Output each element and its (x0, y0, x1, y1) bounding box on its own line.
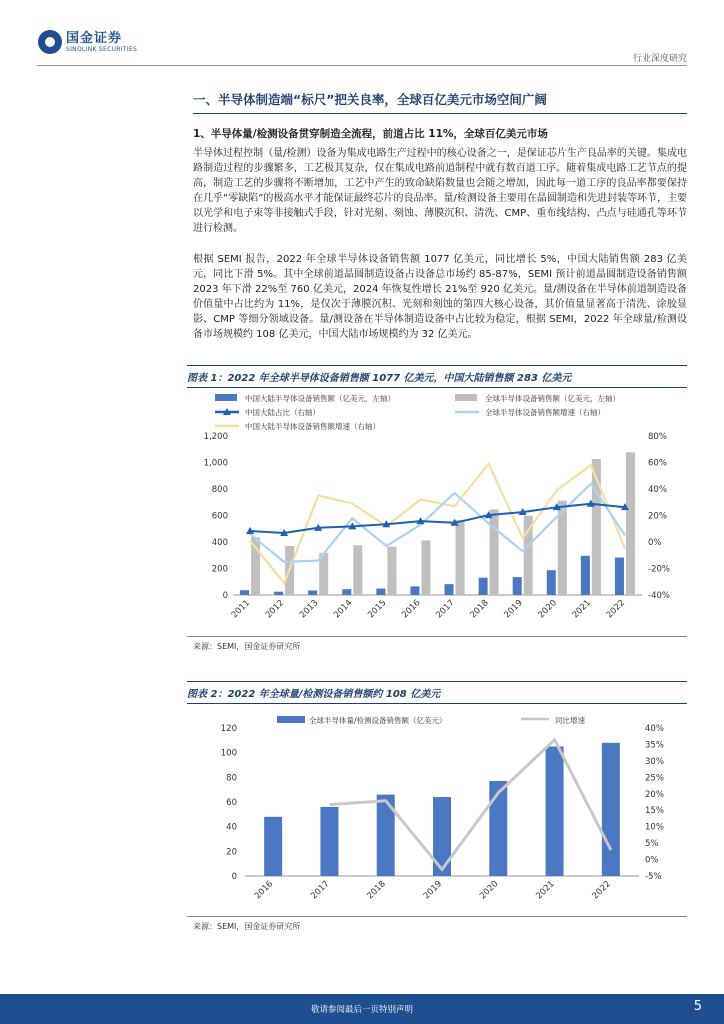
figure-1-chart (187, 388, 687, 633)
legend-label-3: 全球半导体设备销售额增速（右轴） (485, 408, 605, 417)
y-tick-label: 1,200 (203, 432, 228, 442)
x-tick-label: 2022 (590, 879, 613, 902)
paragraph-2: 根据 SEMI 报告，2022 年全球半导体设备销售额 1077 亿美元，同比增长 5%，中国大陆销售额 283 亿美元，同比下滑 5%。其中全球前道晶圆制造设备占设备总市场约 85-87%，SEMI 预计前道晶圆制造设备销售额 2023 年下滑 22%至 760 亿美元，2024 年恢复性增长 21%至 920 亿美元。量/测设备在半导体前道制造设备价值量中占比约为 11%，是仅次于薄膜沉积、光刻和刻蚀的第四大核心设备，其价值量显著高于清洗、涂胶显影、CMP 等细分领域设备。量/测设备在半导体制造设备中占比较为稳定，根据 SEMI，2022 年全球量/检测设备市场规模约 108 亿美元，中国大陆市场规模约为 32 亿美元。 (193, 254, 687, 341)
x-tick-label: 2022 (604, 598, 628, 621)
y-tick-label: 400 (211, 538, 228, 548)
figure-2-source: 来源：SEMI，国金证券研究所 (193, 922, 301, 931)
y-tick-label: 0 (222, 591, 228, 601)
legend-label-2: 中国大陆占比（右轴） (245, 408, 320, 417)
y-tick-label: 100 (220, 748, 237, 759)
x-tick-label: 2015 (366, 598, 389, 621)
figure-2-divider (187, 916, 687, 917)
legend-swatch-bar (277, 716, 305, 723)
y2-tick-label: -20% (648, 564, 670, 575)
bar-china (479, 578, 488, 595)
x-tick-label: 2017 (309, 879, 332, 902)
page-number: 5 (693, 999, 702, 1014)
legend-label-line: 同比增速 (555, 716, 585, 725)
bar-china (274, 592, 283, 595)
y-tick-label: 200 (211, 564, 228, 575)
legend-label-1: 全球半导体设备销售额（亿美元，左轴） (485, 394, 620, 403)
bar-china (410, 586, 419, 595)
y-tick-label: 800 (211, 485, 228, 495)
y2-tick-label: 80% (648, 432, 667, 442)
x-tick-label: 2018 (468, 598, 491, 621)
bar-china (513, 577, 522, 595)
legend-label-4: 中国大陆半导体设备销售额增速（右轴） (245, 422, 380, 431)
bar-china (581, 556, 590, 595)
x-tick-label: 2014 (332, 598, 355, 621)
y2-tick-label: 5% (645, 839, 659, 850)
bar-global (421, 540, 430, 595)
bar-china (308, 590, 317, 595)
y-tick-label: 600 (211, 511, 228, 522)
x-tick-label: 2017 (434, 598, 457, 621)
logo-name-en: SINOLINK SECURITIES (66, 45, 138, 53)
bar-global (353, 545, 362, 595)
bar-china (342, 589, 351, 595)
figure-1-title: 图表 1：2022 年全球半导体设备销售额 1077 亿美元，中国大陆销售额 283 亿美元 (187, 365, 687, 388)
bar-china (445, 584, 454, 595)
x-tick-label: 2020 (478, 879, 501, 902)
bar-metrology (320, 807, 338, 876)
x-tick-label: 2018 (365, 879, 388, 902)
bar-china (615, 558, 624, 595)
y2-tick-label: 60% (648, 458, 667, 469)
series-line-4 (250, 464, 625, 583)
y-tick-label: 1,000 (203, 458, 228, 469)
x-tick-label: 2021 (570, 598, 593, 621)
bar-global (387, 547, 396, 595)
figure-1-divider (187, 636, 687, 637)
x-tick-label: 2016 (400, 598, 423, 621)
section-divider (193, 113, 687, 114)
report-type: 行业深度研究 (632, 54, 687, 64)
bar-china (240, 590, 249, 595)
bar-china (376, 589, 385, 595)
x-tick-label: 2020 (536, 598, 559, 621)
y2-tick-label: -40% (648, 591, 670, 601)
bar-metrology (546, 747, 564, 877)
legend-label-0: 中国大陆半导体设备销售额（亿美元，左轴） (245, 394, 395, 403)
bar-metrology (433, 797, 451, 876)
legend-label-bar: 全球半导体量/检测设备销售额（亿美元） (309, 716, 447, 725)
y2-tick-label: 35% (645, 740, 664, 751)
y-tick-label: 120 (220, 724, 237, 734)
figure-1-source: 来源：SEMI，国金证券研究所 (193, 642, 301, 651)
y2-tick-label: 0% (648, 538, 662, 548)
bar-china (547, 570, 556, 595)
footer-disclaimer: 敬请参阅最后一页特别声明 (310, 1005, 413, 1015)
bar-global (456, 520, 465, 595)
y2-tick-label: 25% (645, 773, 664, 784)
y2-tick-label: 40% (648, 485, 667, 495)
y2-tick-label: 0% (645, 855, 659, 866)
y-tick-label: 40 (226, 822, 237, 833)
y-tick-label: 0 (231, 872, 237, 882)
figure-2-title: 图表 2：2022 年全球量/检测设备销售额约 108 亿美元 (187, 681, 687, 704)
y2-tick-label: 20% (645, 789, 664, 800)
legend-swatch-1 (455, 394, 477, 401)
logo-icon (38, 30, 62, 54)
bar-global (490, 510, 499, 595)
header-divider (37, 65, 687, 66)
x-tick-label: 2011 (229, 598, 253, 621)
logo-name-cn: 国金证券 (66, 30, 123, 46)
company-logo (38, 30, 137, 54)
y2-tick-label: 20% (648, 511, 667, 522)
y-tick-label: 60 (226, 798, 237, 808)
y2-tick-label: 30% (645, 756, 664, 767)
figure-2-chart (187, 706, 687, 911)
y2-tick-label: 10% (645, 822, 664, 833)
bar-global (626, 452, 635, 595)
y2-tick-label: -5% (645, 872, 662, 882)
bar-metrology (602, 743, 620, 876)
y-tick-label: 80 (226, 773, 237, 784)
y2-tick-label: 40% (645, 724, 664, 734)
x-tick-label: 2021 (534, 879, 557, 902)
y2-tick-label: 15% (645, 806, 664, 817)
x-tick-label: 2019 (421, 879, 445, 902)
legend-swatch-0 (215, 394, 237, 401)
x-tick-label: 2013 (297, 598, 321, 621)
bar-metrology (264, 817, 282, 876)
paragraph-1: 半导体过程控制（量/检测）设备为集成电路生产过程中的核心设备之一，是保证芯片生产良品率的关键。集成电路制造过程的步骤繁多，工艺极其复杂，仅在集成电路前道制程中就有数百道工序。随着集成电路工艺节点的提高，制造工艺的步骤将不断增加，工艺中产生的致命缺陷数量也会随之增加，因此每一道工序的良品率都要保持在几乎“零缺陷”的极高水平才能保证最终芯片的良品率。量/检测设备主要用在晶圆制造和先进封装等环节，主要以光学和电子束等非接触式手段，针对光刻、刻蚀、薄膜沉积、清洗、CMP、重布线结构、凸点与硅通孔等环节进行检测。 (193, 148, 687, 235)
y-tick-label: 20 (226, 847, 237, 858)
section-title: 一、半导体制造端“标尺”把关良率，全球百亿美元市场空间广阔 (193, 92, 547, 107)
x-tick-label: 2019 (502, 598, 525, 621)
x-tick-label: 2012 (263, 598, 287, 621)
growth-line (329, 740, 611, 870)
x-tick-label: 2016 (252, 879, 276, 902)
subsection-title: 1、半导体量/检测设备贯穿制造全流程，前道占比 11%，全球百亿美元市场 (193, 128, 548, 140)
